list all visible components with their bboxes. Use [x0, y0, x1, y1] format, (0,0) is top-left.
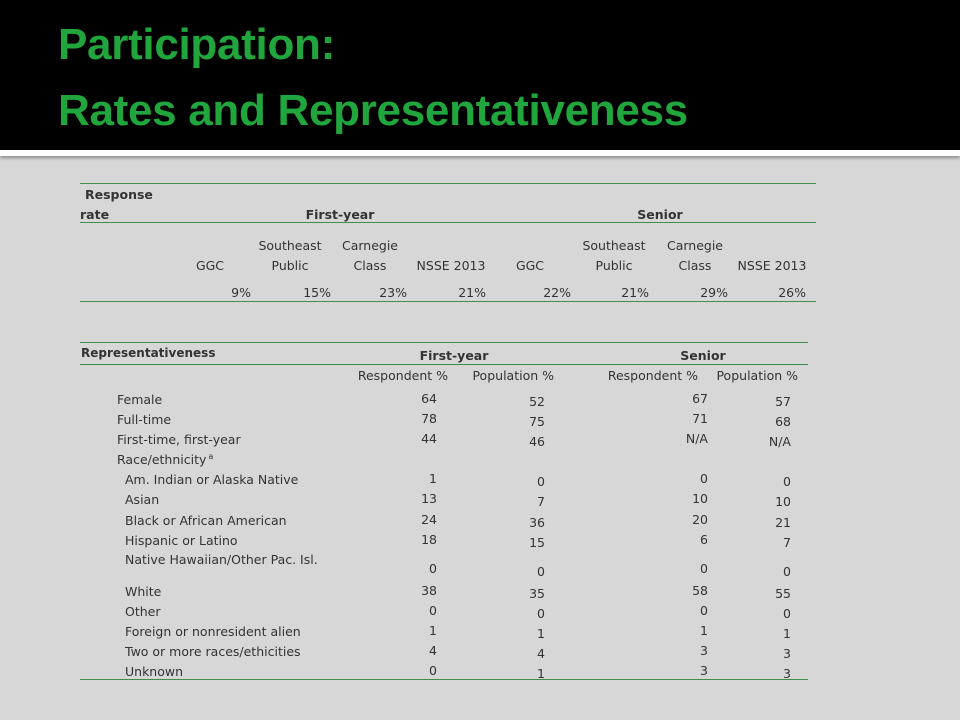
row-label: [117, 412, 171, 427]
row-label-text: Female: [117, 392, 163, 407]
row-label: [117, 452, 213, 467]
row-value: 38: [421, 583, 437, 598]
rep-table-title: Representativeness: [81, 346, 216, 360]
subheader-fy-respondent: Respondent %: [357, 368, 448, 383]
row-label-text: Hispanic or Latino: [125, 533, 238, 548]
row-value: 20: [692, 512, 708, 527]
row-label: [125, 644, 301, 659]
row-label-text: Race/ethnicity: [117, 452, 207, 468]
response-rate-value: 9%: [231, 285, 251, 300]
response-col-header-line2: GGC: [515, 258, 545, 273]
row-label: [125, 513, 287, 528]
row-label-text: Black or African American: [125, 513, 287, 528]
row-value: 18: [421, 532, 437, 547]
response-col-header-line2: NSSE 2013: [737, 258, 807, 273]
row-value: 0: [783, 606, 791, 621]
response-col-header-line2: NSSE 2013: [416, 258, 486, 273]
row-label: [117, 392, 162, 407]
row-value: 0: [700, 471, 708, 486]
row-value: 7: [537, 494, 545, 509]
row-value: N/A: [768, 434, 791, 449]
slide-title-line1: Participation:: [58, 20, 335, 69]
row-label: [125, 552, 318, 567]
row-value: 21: [775, 515, 791, 530]
table-row: [80, 470, 808, 490]
row-value: 68: [775, 414, 791, 429]
row-value: 67: [692, 391, 708, 406]
row-value: 57: [775, 394, 791, 409]
title-band: [0, 0, 960, 150]
row-value: 0: [537, 564, 545, 579]
response-rate-value: 15%: [303, 285, 331, 300]
row-value: 0: [700, 561, 708, 576]
table-row: [80, 490, 808, 510]
row-label: [125, 604, 161, 619]
row-value: 0: [429, 561, 437, 576]
row-value: 3: [783, 666, 791, 681]
row-value: N/A: [685, 431, 708, 446]
rep-rule-bottom: [80, 679, 808, 680]
group-header-senior: Senior: [637, 207, 683, 222]
row-label-text: Native Hawaiian/Other Pac. Isl.: [125, 552, 318, 567]
group-header-first-year: First-year: [305, 207, 375, 222]
row-label-text: White: [125, 584, 162, 599]
row-value: 4: [429, 643, 437, 658]
corner-label-line1: Response: [85, 187, 153, 202]
table-row: [80, 430, 808, 450]
row-label: [125, 472, 298, 487]
response-col-header-line2: Class: [353, 258, 387, 273]
row-value: 3: [700, 643, 708, 658]
response-rate-value: 22%: [543, 285, 571, 300]
response-col-header-line2: Public: [595, 258, 633, 273]
row-label-text: Am. Indian or Alaska Native: [125, 472, 299, 487]
response-col-header-line2: Class: [678, 258, 712, 273]
response-rate-value: 21%: [621, 285, 649, 300]
row-value: 44: [421, 431, 437, 446]
table-row: [80, 511, 808, 531]
row-value: 0: [537, 606, 545, 621]
row-value: 1: [783, 626, 791, 641]
row-value: 1: [429, 623, 437, 638]
table-row: [80, 410, 808, 430]
row-value: 1: [700, 623, 708, 638]
response-rate-value: 23%: [379, 285, 407, 300]
row-value: 78: [421, 411, 437, 426]
row-value: 4: [537, 646, 545, 661]
corner-label-line2: rate: [80, 207, 110, 222]
rep-rule-top: [80, 342, 808, 343]
row-value: 0: [537, 474, 545, 489]
row-label: [125, 624, 301, 639]
row-value: 36: [529, 515, 545, 530]
rep-rule-header: [80, 364, 808, 365]
title-divider: [0, 150, 960, 156]
row-label-text: Two or more races/ethicities: [125, 644, 301, 659]
row-value: 75: [529, 414, 545, 429]
row-value: 3: [783, 646, 791, 661]
row-label-text: Full-time: [117, 412, 172, 427]
row-value: 3: [700, 663, 708, 678]
table-rule-top: [80, 183, 816, 184]
subheader-sr-respondent: Respondent %: [607, 368, 698, 383]
row-label-text: Asian: [125, 492, 160, 507]
row-value: 6: [700, 532, 708, 547]
row-value: 13: [421, 491, 437, 506]
response-col-header-line1: Southeast: [582, 238, 646, 253]
row-label: [125, 533, 238, 548]
row-value: 24: [421, 512, 437, 527]
response-rate-value: 29%: [700, 285, 728, 300]
table-row: [80, 531, 808, 551]
row-value: 10: [775, 494, 791, 509]
row-label: [117, 432, 241, 447]
row-value: 46: [529, 434, 545, 449]
row-value: 1: [429, 471, 437, 486]
response-rate-value: 26%: [778, 285, 806, 300]
response-col-header-line1: Carnegie: [341, 238, 399, 253]
table-rule-bottom: [80, 301, 816, 302]
row-value: 10: [692, 491, 708, 506]
row-value: 1: [537, 626, 545, 641]
row-value: 7: [783, 535, 791, 550]
row-value: 55: [775, 586, 791, 601]
row-value: 0: [700, 603, 708, 618]
row-value: 71: [692, 411, 708, 426]
row-label-text: Unknown: [125, 664, 184, 679]
response-col-header-line1: Carnegie: [666, 238, 724, 253]
row-value: 52: [529, 394, 545, 409]
row-value: 0: [429, 603, 437, 618]
row-value: 0: [783, 474, 791, 489]
table-row: [80, 602, 808, 622]
row-value: 35: [529, 586, 545, 601]
table-rule-header: [80, 222, 816, 223]
row-value: 15: [529, 535, 545, 550]
row-label: [125, 584, 161, 599]
footnote-marker: a: [208, 452, 214, 461]
slide-title-line2: Rates and Representativeness: [58, 86, 688, 135]
row-label-text: First-time, first-year: [117, 432, 241, 447]
row-value: 1: [537, 666, 545, 681]
table-row: [80, 450, 808, 470]
row-label-text: Foreign or nonresident alien: [125, 624, 301, 639]
row-value: 0: [429, 663, 437, 678]
row-label: [125, 664, 183, 679]
response-col-header-line2: GGC: [195, 258, 225, 273]
table-row: [80, 642, 808, 662]
row-value: 64: [421, 391, 437, 406]
rep-group-header-first-year: First-year: [419, 348, 489, 363]
response-rate-value: 21%: [458, 285, 486, 300]
row-label: [125, 492, 159, 507]
response-col-header-line1: Southeast: [258, 238, 322, 253]
subheader-fy-population: Population %: [472, 368, 554, 383]
row-label-text: Other: [125, 604, 161, 619]
table-row: [80, 622, 808, 642]
rep-group-header-senior: Senior: [680, 348, 726, 363]
subheader-sr-population: Population %: [716, 368, 798, 383]
table-row: [80, 552, 808, 580]
response-col-header-line2: Public: [271, 258, 309, 273]
row-value: 0: [783, 564, 791, 579]
table-row: [80, 582, 808, 602]
table-row: [80, 390, 808, 410]
row-value: 58: [692, 583, 708, 598]
